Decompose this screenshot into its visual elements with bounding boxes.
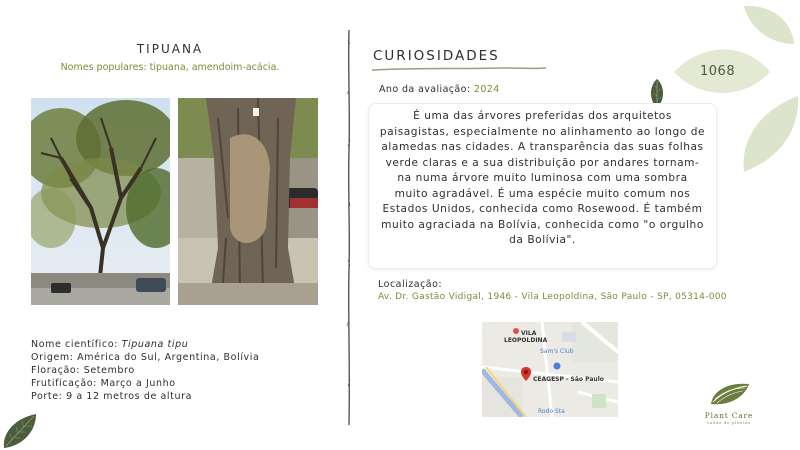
flowering: Floração: Setembro: [31, 365, 135, 376]
logo-leaf-icon: [707, 380, 751, 406]
map-label-bottom: Rodo Sta: [538, 408, 565, 415]
title-underline: [372, 66, 546, 72]
evaluation-year-label: Ano da avaliação:: [379, 84, 474, 95]
evaluation-year-value: 2024: [473, 84, 500, 95]
popular-names: Nomes populares: tipuana, amendoim-acácia.: [60, 62, 280, 73]
brand-tagline: saúde de plantas: [707, 420, 751, 425]
brand-name: Plant Care: [704, 411, 754, 420]
plant-care-logo: [696, 380, 762, 425]
curiosities-title: CURIOSIDADES: [373, 48, 500, 64]
tree-canopy-photo: [31, 98, 170, 305]
plant-title: TIPUANA: [136, 42, 204, 56]
evaluation-year: [379, 84, 500, 95]
fruiting: Frutificação: Março a Junho: [31, 378, 176, 389]
scientific-name-value: Tipuana tipu: [121, 339, 189, 350]
curiosities-text: É uma das árvores preferidas dos arquitetos paisagistas, especialmente no alinhamento ao longo de alamedas nas cidades. A transparência das suas folhas verde claras e a sua distribuição por andares tornam-na numa árvore muito luminosa com uma sombra muito agradável. É uma espécie muito comum nos Estados Unidos, conhecida como Rosewood. É também muito agraciada na Bolívia, conhecida como "o orgulho da Bolívia".: [379, 110, 706, 246]
size: Porte: 9 a 12 metros de altura: [31, 391, 193, 402]
scientific-name: [31, 338, 259, 351]
location-label: Localização:: [378, 279, 443, 290]
map-label-ceagesp: CEAGESP - São Paulo: [533, 376, 604, 383]
evaluation-number: 1068: [700, 64, 736, 79]
column-divider: [344, 30, 354, 425]
tree-trunk-photo: [178, 98, 318, 305]
map-pin-icon: [521, 367, 531, 381]
scientific-name-label: Nome científico:: [31, 339, 122, 350]
map-label-leopoldina: LEOPOLDINA: [504, 337, 548, 344]
plant-facts: [31, 338, 259, 403]
location-address: Av. Dr. Gastão Vidigal, 1946 - Vila Leopoldina, São Paulo - SP, 05314-000: [378, 292, 727, 302]
origin: Origem: América do Sul, Argentina, Bolívia: [31, 352, 260, 363]
location-map[interactable]: [482, 322, 618, 417]
map-label-vila: VILA: [521, 330, 537, 337]
map-label-sams: Sam's Club: [540, 348, 574, 355]
leaf-icon: [0, 410, 40, 450]
curiosities-box: [368, 103, 717, 269]
